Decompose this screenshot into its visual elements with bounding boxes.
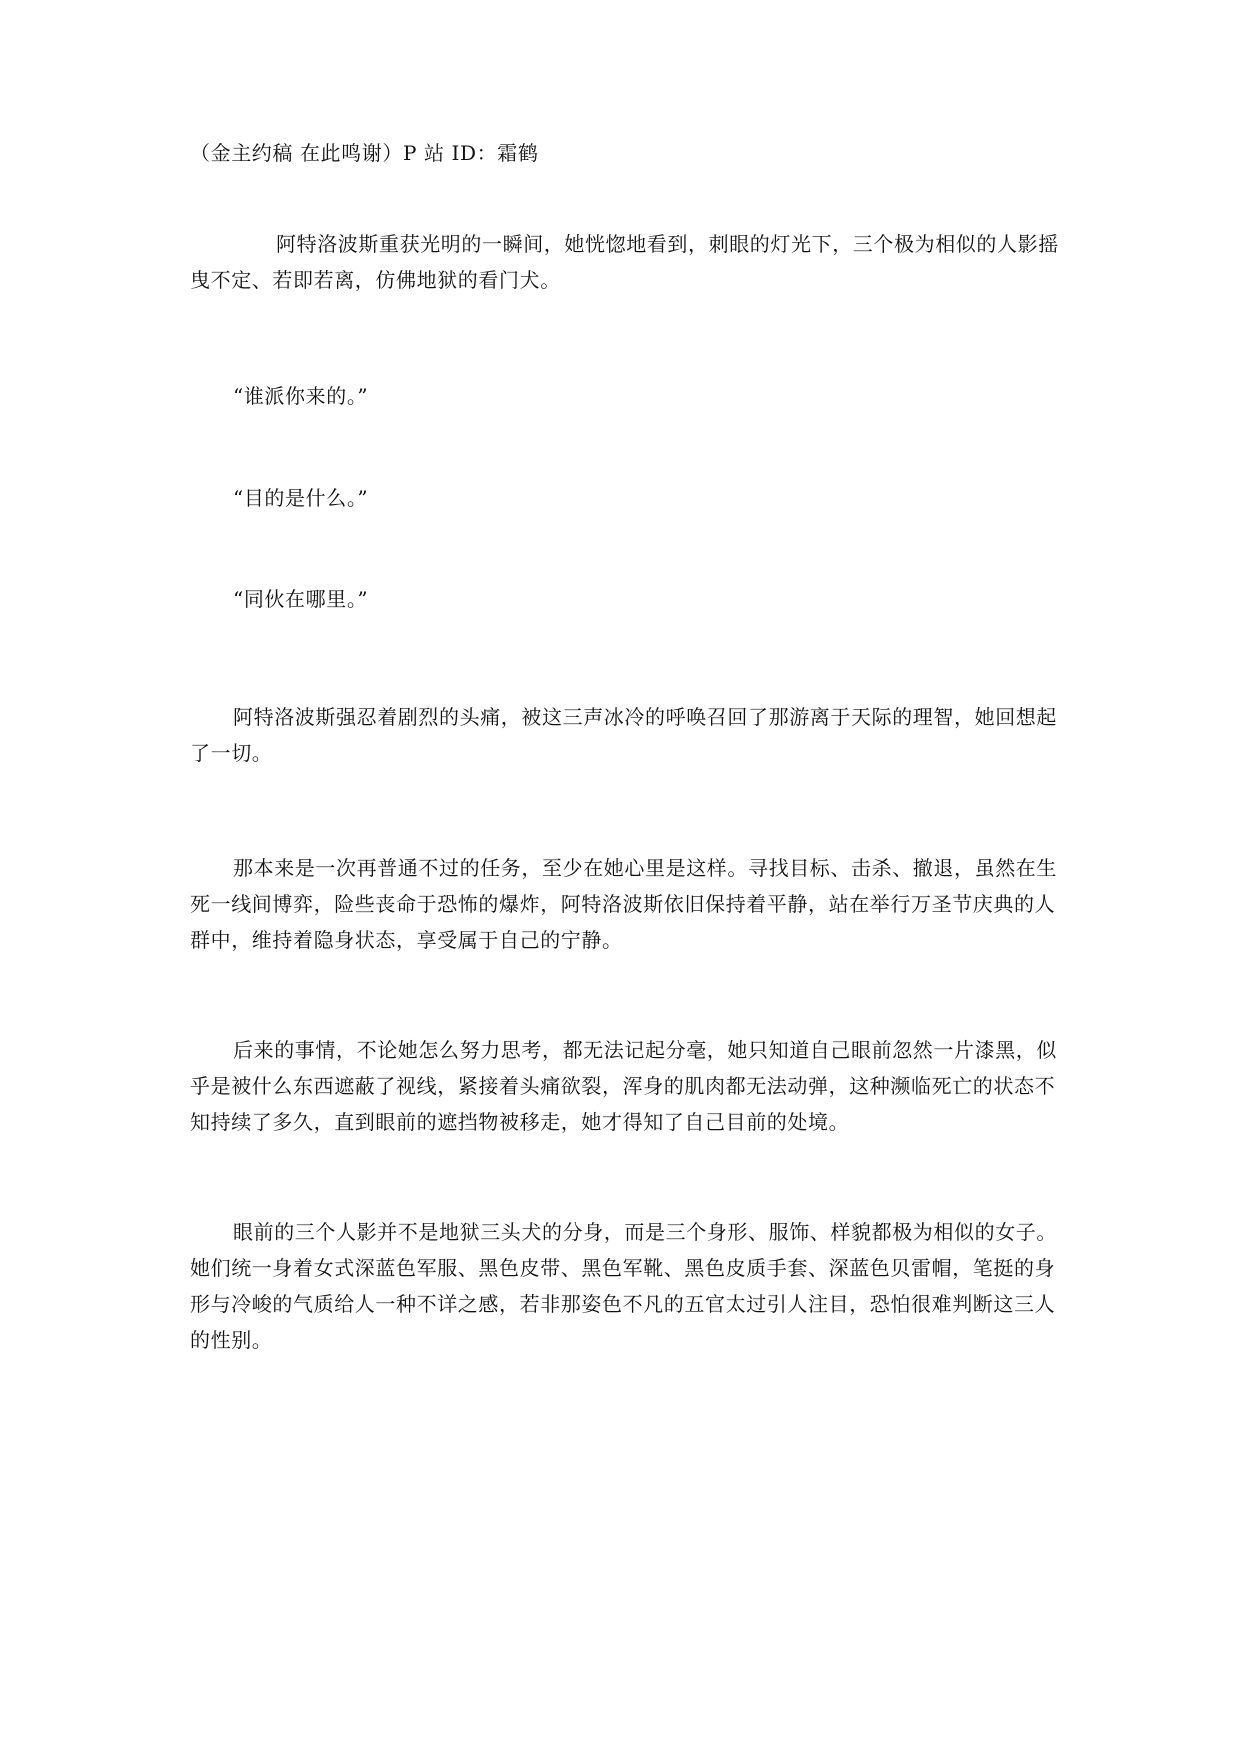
paragraph-1: 阿特洛波斯重获光明的一瞬间，她恍惚地看到，刺眼的灯光下，三个极为相似的人影摇曳不定、若即若离，仿佛地狱的看门犬。	[190, 232, 1059, 292]
paragraph-5: 阿特洛波斯强忍着剧烈的头痛，被这三声冰冷的呼唤召回了那游离于天际的理智，她回想起了一切。	[190, 705, 1057, 765]
header-note: （金主约稿 在此鸣谢）P 站 ID：霜鹤	[190, 141, 539, 165]
dialogue-line-2: “目的是什么。”	[233, 486, 369, 510]
dialogue-line-1: “谁派你来的。”	[233, 384, 369, 408]
paragraph-7: 后来的事情，不论她怎么努力思考，都无法记起分毫，她只知道自己眼前忽然一片漆黑，似乎是被什么东西遮蔽了视线，紧接着头痛欲裂，浑身的肌肉都无法动弹，这种濒临死亡的状态不知持续了多久，直到眼前的遮挡物被移走，她才得知了自己目前的处境。	[190, 1038, 1057, 1134]
paragraph-8: 眼前的三个人影并不是地狱三头犬的分身，而是三个身形、服饰、样貌都极为相似的女子。她们统一身着女式深蓝色军服、黑色皮带、黑色军靴、黑色皮质手套、深蓝色贝雷帽，笔挺的身形与冷峻的气质给人一种不详之感，若非那姿色不凡的五官太过引人注目，恐怕很难判断这三人的性别。	[190, 1220, 1057, 1352]
dialogue-line-3: “同伙在哪里。”	[233, 587, 369, 611]
paragraph-6: 那本来是一次再普通不过的任务，至少在她心里是这样。寻找目标、击杀、撤退，虽然在生死一线间博弈，险些丧命于恐怖的爆炸，阿特洛波斯依旧保持着平静，站在举行万圣节庆典的人群中，维持着隐身状态，享受属于自己的宁静。	[190, 856, 1057, 952]
